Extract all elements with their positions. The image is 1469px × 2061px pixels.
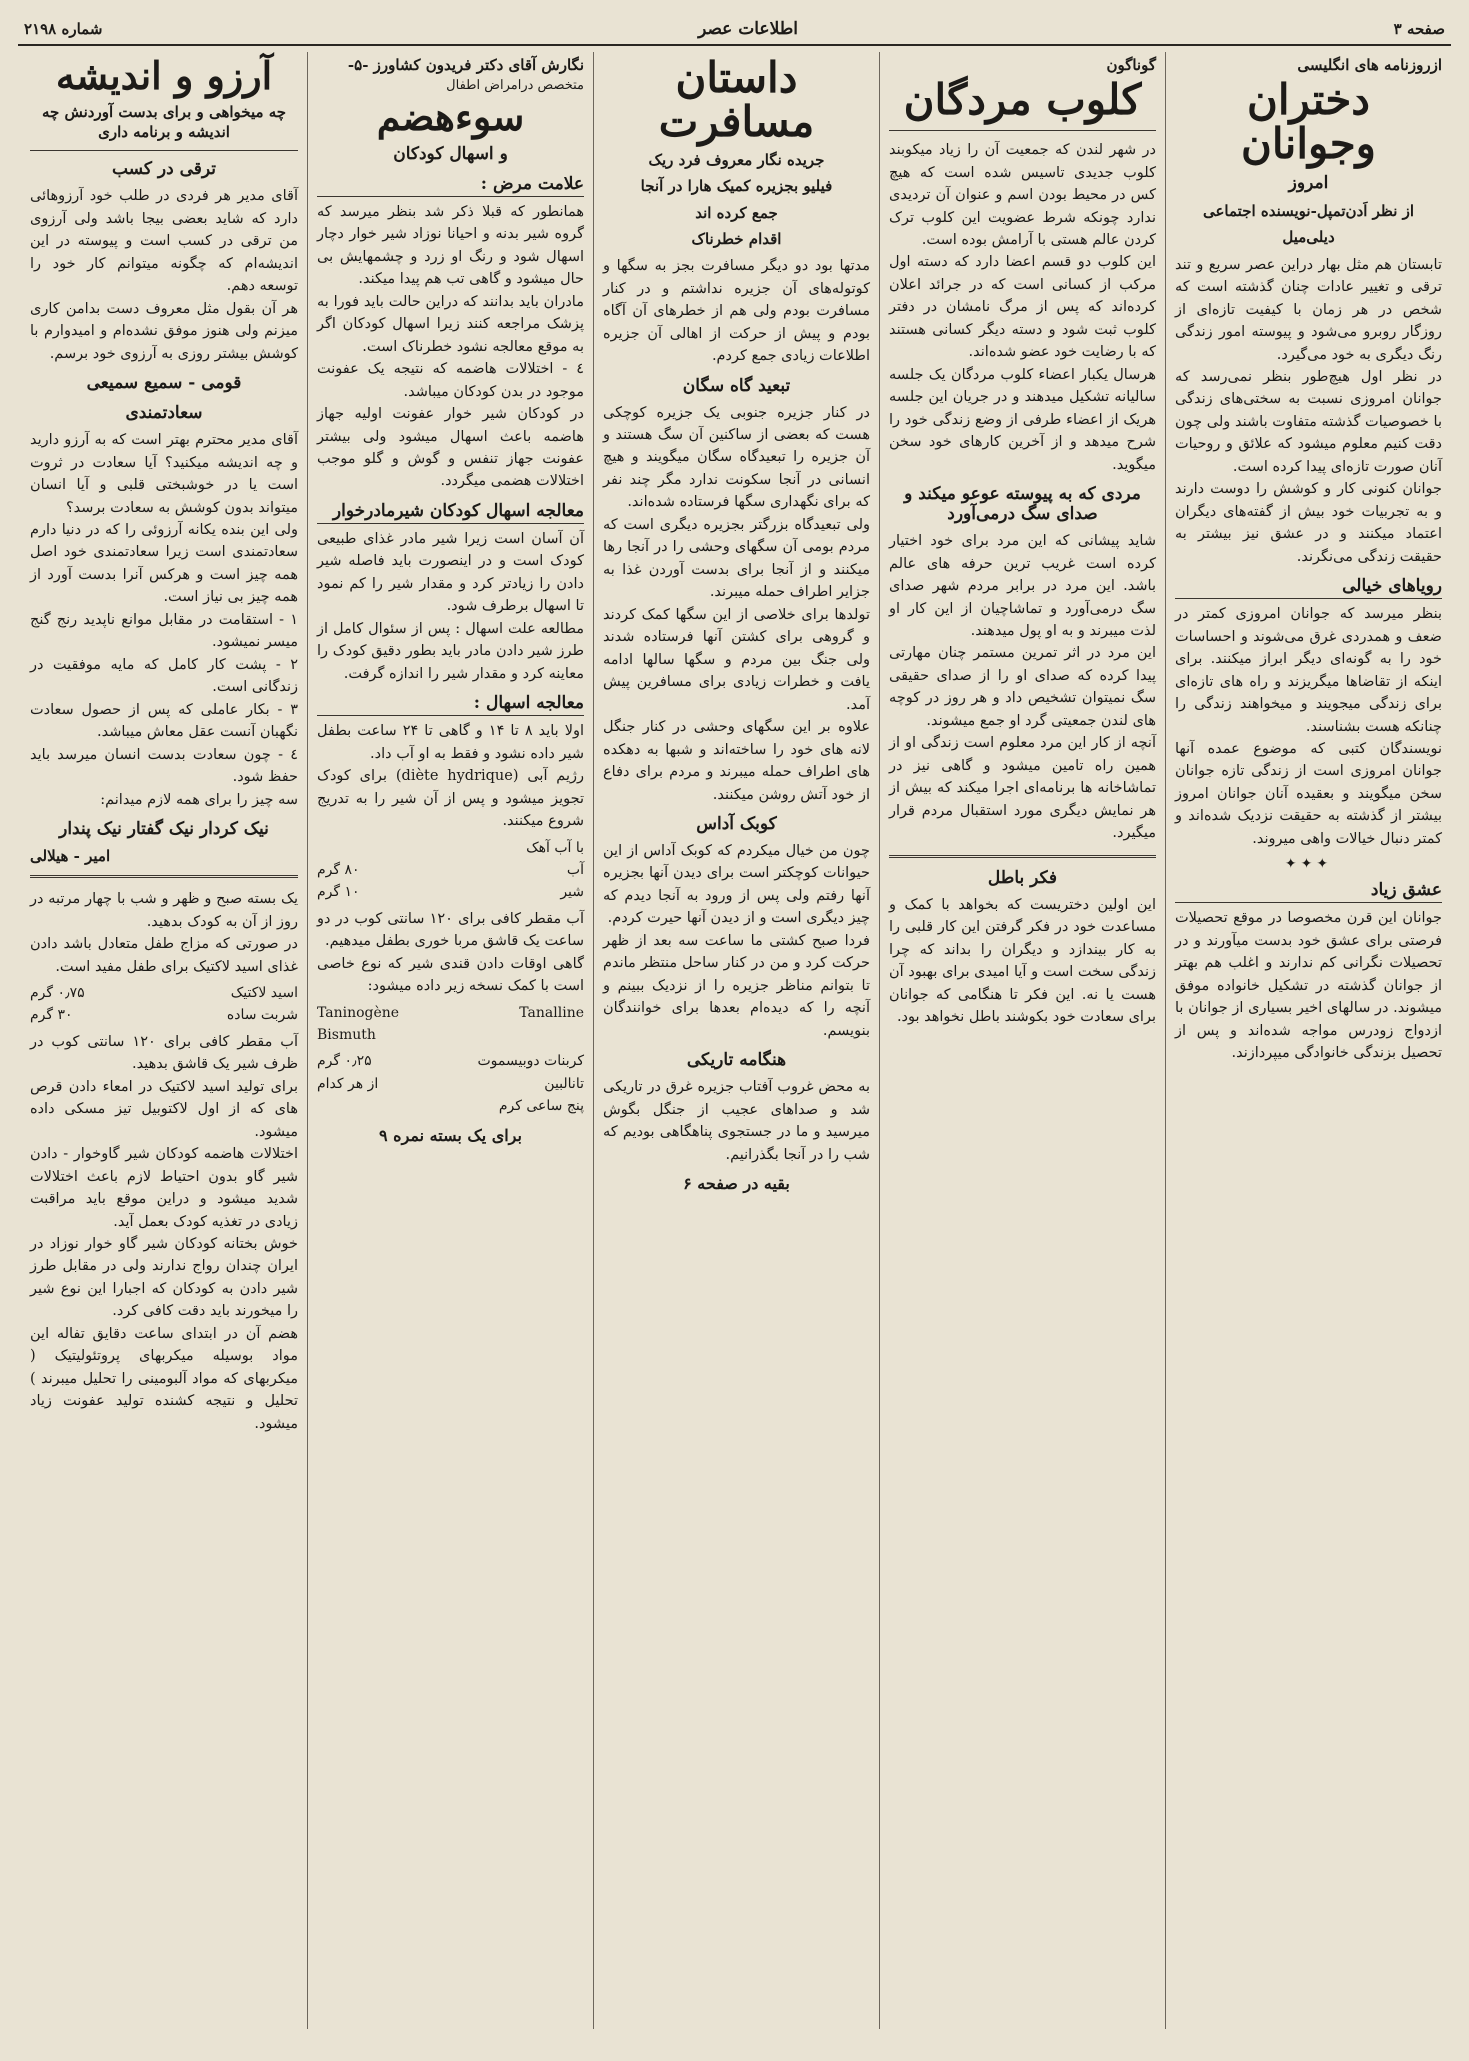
ingredient-qty: ۳۰ گرم (30, 1007, 73, 1024)
columns (18, 52, 1451, 2029)
article-headline: داستان مسافرت (658, 53, 815, 147)
ingredient-qty: ۰٫۲۵ گرم (317, 1053, 372, 1070)
paragraph: علاوه بر این سگهای وحشی در کنار جنگل لانه های خود را ساخته‌اند و شبها به دهکده های اطراف حمله میبرند و مردم برای دفاع از خود آتش روشن میکنند. (603, 719, 870, 803)
article-headline: آرزو و اندیشه (55, 53, 273, 98)
drug-name: Taninogène (317, 1004, 400, 1021)
article-deck: دیلی‌میل (1282, 228, 1335, 247)
page-number: صفحه ۳ (1393, 20, 1445, 38)
prescription-row (317, 881, 584, 903)
divider (889, 130, 1156, 131)
subheading: فکر باطل (987, 867, 1058, 888)
paragraph: جوانان این قرن مخصوصا در موقع تحصیلات فرصتی برای عشق خود بدست میآورند و در تحصیلات نگرانی کم ندارند و اغلب هم بهتر از جوانان گذشته در تشکیل خانواده موفق میشوند. در سالهای اخیر بسیاری از جوانان با ازدواج زودرس مواجه شده‌اند و پس از تحصیل بزندگی خانوادگی میپردازند. (1175, 910, 1442, 1062)
paragraph: در صورتی که مزاج طفل متعادل باشد دادن غذای اسید لاکتیک برای طفل مفید است. (30, 936, 298, 975)
prescription-title: با آب آهک (526, 839, 584, 856)
masthead (18, 14, 1451, 46)
article-headline: سوءهضم (376, 94, 525, 139)
ingredient-name: تانالبین (544, 1075, 584, 1092)
subheading: رویاهای خیالی (1175, 576, 1442, 599)
paragraph: شاید پیشانی که این مرد برای خود اختیار کرده است غریب ترین حرفه های عالم باشد. این مرد در برابر مردم شهر صدای سگ درمی‌آورد و تماشاچیان از این کار او لذت میبرند و به او پول میدهند. (889, 533, 1156, 639)
subheading: تبعید گاه سگان (682, 375, 791, 396)
newspaper-page (18, 14, 1451, 2029)
paragraph: در کنار جزیره جنوبی یک جزیره کوچکی هست که بعضی از ساکنین آن سگ هستند و آن جزیره را تبعیدگاه سگان میگویند و هیچ انسانی در آنجا سکونت ندارد مگر چند نفر که برای نگهداری سگها فرستاده شده‌اند. (603, 404, 870, 511)
paragraph: جوانان کنونی کار و کوشش را دوست دارند و به تجربیات خود بیش از گفته‌های دیگران اعتماد میکنند و در عشق نیز بیشتر به حقیقت زندگی می‌نگرند. (1175, 481, 1442, 565)
prescription-row (30, 1004, 298, 1026)
ingredient-name: شیر (560, 884, 584, 901)
ingredient-name: آب (566, 861, 584, 878)
drug-row (317, 1002, 584, 1024)
paragraph: آقای مدیر هر فردی در طلب خود آرزوهائی دارد که شاید بعضی بیجا باشد ولی آرزوی من ترقی در کسب است و پیوسته در این اندیشه‌ام که چگونه میتوانم کار خود را توسعه دهم. (30, 188, 298, 295)
paragraph: هرسال یکبار اعضاء کلوب مردگان یک جلسه سالیانه تشکیل میدهند و در جریان این جلسه هریک از اعضاء طرفی از وضع زندگی خود را شرح میدهد و از آخرین کارهای خود سخن میگوید. (889, 366, 1156, 473)
paragraph: برای تولید اسید لاکتیک در امعاء دادن قرص های که از اول لاکتوبیل تیز مسکی داده میشود. (30, 1078, 298, 1140)
paragraph: آن آسان است زیرا شیر مادر غذای طبیعی کودک است و در اینصورت باید فاصله شیر دادن را زیادتر کرد و مقدار شیر را کم نمود تا اسهال برطرف شود. (317, 530, 584, 615)
paragraph: فردا صبح کشتی ما ساعت سه بعد از ظهر حرکت کرد و من در کنار ساحل منتظر ماندم تا بتوانم مناظر جزیره را از نزدیک ببینم و آنچه را که دیده‌ام بعدها برای خوانندگان بنویسم. (603, 932, 870, 1039)
issue-number: شماره ۲۱۹۸ (24, 20, 103, 38)
article-deck: و اسهال کودکان (393, 143, 508, 164)
list-item: ۳ - بکار عاملی که پس از حصول سعادت نگهبان آنست عقل معاش میباشد. (30, 701, 298, 741)
column-kicker: نگارش آقای دکتر فریدون کشاورز -۵- (347, 56, 584, 74)
column-travel-story (593, 52, 879, 2029)
paragraph: چون من خیال میکردم که کوبک آداس از این حیوانات کوچکتر است برای دیدن آنها بجزیره آنها رفتم ولی پس از ورود به آنجا دیدم که چیز دیگری است و از دیدن آنها حیرت کردم. (603, 842, 870, 927)
paragraph: مدتها بود دو دیگر مسافرت بجز به سگها و کوتوله‌های آن جزیره نداشتم و در کنار مسافرت بودم ولی هم از خطرهای آن آگاه بودم و پیش از حرکت از اهالی آن جزیره اطلاعات زیادی جمع کردم. (603, 258, 870, 365)
paragraph: این کلوب دو قسم اعضا دارد که دسته اول مرکب از کسانی است که در جرائد اعلان کرده‌اند که پس از مرگ نامشان در دفتر کلوب ثبت شود و دسته دیگر کسانی هستند که با رضایت خود عضو شده‌اند. (889, 254, 1156, 361)
subheading: مردی که به پیوسته عوعو میکند و صدای سگ درمی‌آورد (904, 484, 1141, 525)
ingredient-qty: ۰٫۷۵ گرم (30, 984, 85, 1001)
article-deck: جمع کرده اند (695, 203, 778, 222)
paragraph: رژیم آبی (diète hydrique) برای کودک تجویز میشود و پس از آن شیر را به تدریج شروع میکنند. (317, 768, 584, 830)
ingredient-qty: ۸۰ گرم (317, 861, 360, 878)
signature: امیر - هیلالی (30, 847, 111, 866)
article-deck: از نظر اَدن‌تمپل-نویسنده اجتماعی (1202, 202, 1415, 221)
column-indigestion (307, 52, 593, 2029)
subheading: هنگامه تاریکی (686, 1050, 787, 1071)
paragraph: به محض غروب آفتاب جزیره غرق در تاریکی شد و صداهای عجیب از جنگل بگوش میرسید و ما در جستجوی پناهگاهی بودیم که شب را در آنجا بگذرانیم. (603, 1079, 870, 1163)
prescription-row (317, 1073, 584, 1095)
article-headline: کلوب مردگان (903, 75, 1142, 124)
continued-note: برای یک بسته نمره ۹ (379, 1125, 522, 1145)
prescription (317, 1050, 584, 1117)
paragraph: در شهر لندن که جمعیت آن را زیاد میکوبند کلوب جدیدی تاسیس شده است که هیچ کس در محیط بودن اسم و عنوان آن تردیدی ندارد چونکه شرط عضویت این کلوب ترک کردن عالم هستی با آرامش بوده است. (889, 142, 1156, 248)
paragraph: هضم آن در ابتدای ساعت دقایق تفاله این مواد بوسیله میکربهای پروتئولیتیک ( میکربهای که مواد آلبومینی را تحلیل میبرند ) تحلیل و نتیجه کشنده تولید عفونت زیاد میشود. (30, 1325, 298, 1432)
motto: نیک کردار نیک گفتار نیک پندار (59, 819, 269, 840)
ingredient-qty: از هر کدام (317, 1075, 379, 1092)
drug-name: Tanalline (519, 1004, 584, 1021)
paragraph: در کودکان شیر خوار عفونت اولیه جهاز هاضمه باعث اسهال میشود ولی بیشتر عفونت جهاز تنفس و گوش و گلو موجب اختلالات هضمی میگردد. (317, 406, 584, 490)
paragraph: اختلالات هاضمه کودکان شیر گاوخوار - دادن شیر گاو بدون احتیاط لازم باعث اختلالات شدید میشود و دراین موقع باید مراقبت زیادی در تغذیه کودک بعمل آید. (30, 1146, 298, 1230)
subheading: عشق زیاد (1175, 880, 1442, 903)
prescription-row (317, 859, 584, 881)
prescription (317, 837, 584, 904)
column-girls-and-youth (1165, 52, 1451, 2029)
drug-name: Bismuth (317, 1026, 376, 1043)
author-credential: متخصص درامراض اطفال (446, 78, 584, 93)
article-deck: جریده نگار معروف فرد ریک (648, 151, 825, 170)
paragraph: در نظر اول هیچ‌طور بنظر نمی‌رسد که جوانان امروزی نسبت به سختی‌های زندگی با خصوصیات گذشته متفاوت باشند ولی چون دقت کنیم معلوم میشود که علائق و روحیات آنان صورت تازه‌ای پیدا کرده است. (1175, 368, 1442, 475)
paragraph: مطالعه علت اسهال : پس از سئوال کامل از طرز شیر دادن مادر باید بطور دقیق کودک را معاینه کرد و مقدار شیر را اندازه گرفت. (317, 620, 584, 682)
drug-list (317, 1002, 584, 1047)
column-club-of-the-dead (879, 52, 1165, 2029)
paragraph: این مرد در اثر تمرین مستمر چنان مهارتی پیدا کرده که صدای او را از صدای حقیقی سگ نمیتوان تشخیص داد و هر روز در کوچه های لندن جمعیتی گرد او جمع میشوند. (889, 645, 1156, 729)
list-item: ٤ - چون سعادت بدست انسان میرسد باید حفظ شود. (30, 746, 298, 786)
continued-note: بقیه در صفحه ۶ (683, 1174, 790, 1194)
paragraph: همانطور که قبلا ذکر شد بنظر میرسد که گروه شیر بدنه و احیانا نوزاد شیر خوار دچار اسهال شود و رنگ او زرد و چشمهایش بی حال میشود و گاهی تب هم پیدا میکند. (317, 203, 584, 288)
paragraph: ٤ - اختلالات هاضمه که نتیجه یک عفونت موجود در بدن کودکان میباشد. (317, 361, 584, 400)
prescription (30, 982, 298, 1027)
subheading: علامت مرض : (317, 174, 584, 197)
divider (30, 150, 298, 151)
article-deck: فیلیو بجزیره کمیک هارا در آنجا (640, 177, 833, 196)
paper-name: اطلاعات عصر (698, 19, 798, 39)
ingredient-name: شربت ساده (226, 1007, 298, 1024)
ingredient-name: اسید لاکتیک (230, 984, 298, 1001)
divider (30, 875, 298, 878)
ingredient-name: پنج ساعی کرم (498, 1098, 584, 1115)
paragraph: اولا باید ۸ تا ۱۴ و گاهی تا ۲۴ ساعت بطفل شیر داده نشود و فقط به او آب داد. (317, 723, 585, 762)
subheading: ترقی در کسب (112, 159, 216, 180)
subheading: کوبک آداس (696, 813, 777, 834)
subheading: معالجه اسهال : (317, 693, 584, 716)
article-deck: امروز (1288, 173, 1329, 194)
ornament-stars: ✦✦✦ (1284, 856, 1333, 873)
paragraph: آنچه از کار این مرد معلوم است زندگی او از همین راه تامین میشود و گاهی نیز در تماشاخانه ها برنامه‌ای اجرا میکند که بیش از هر نمایش دیگری مورد استقبال مردم قرار میگیرد. (889, 735, 1156, 842)
article-headline: دختران وجوانان (1241, 75, 1376, 169)
ingredient-name: کربنات دوبیسموت (477, 1053, 584, 1070)
column-wish-and-thought (21, 52, 307, 2029)
paragraph: آقای مدیر محترم بهتر است که به آرزو دارید و چه اندیشه میکنید؟ آیا سعادت در ثروت است یا در خوشبختی قلبی و آیا انسان میتواند بدون کوشش به سعادت برسد؟ (30, 432, 298, 516)
paragraph: مادران باید بدانند که دراین حالت باید فورا به پزشک مراجعه کنند زیرا اسهال کودکان اگر به موقع معالجه نشود خطرناک است. (317, 293, 584, 355)
paragraph: یک بسته صبح و ظهر و شب با چهار مرتبه در روز از آن به کودک بدهید. (30, 891, 298, 930)
paragraph: تابستان هم مثل بهار دراین عصر سریع و تند ترقی و تغییر عادات چنان گذشته است که شخص در هر زمان با کیفیت تازه‌ای از روزگار روبرو می‌شود و پیوسته امور زندگی رنگ دیگری به خود می‌گیرد. (1175, 256, 1442, 363)
paragraph: این اولین دختریست که بخواهد با کمک و مساعدت خود در فکر گرفتن این کار قلبی را به کار بیندازد و دیگران را بداند که چرا زندگی سخت است و آیا امیدی برای بهبود آن هست یا نه. این فکر تا هنگامی که جوانان برای سعادت خود بکوشند باطل نخواهد بود. (889, 896, 1156, 1026)
subheading: سعادتمندی (125, 403, 203, 424)
paragraph: بنظر میرسد که جوانان امروزی کمتر در ضعف و همدردی غرق می‌شوند و احساسات خود را به گونه‌ای دیگر ابراز میکنند. برای اینکه از تقاضاها میگریزند و راه های تازه‌ای برای زندگی میجویند و میخواهند زندگی را چنانکه هست بشناسند. (1175, 606, 1442, 735)
article-deck: اقدام خطرناک (691, 229, 782, 248)
subheading: معالجه اسهال کودکان شیرمادرخوار (317, 501, 584, 524)
prescription-row (30, 982, 298, 1004)
ingredient-qty: ۱۰ گرم (317, 884, 360, 901)
paragraph: تولدها برای خلاصی از این سگها کمک کردند و گروهی برای کشتن آنها فرستاده شدند ولی جنگ بین مردم و سگها سالها ادامه یافت و خطرات زیادی برای مسافرین پیش آمد. (603, 606, 870, 713)
paragraph: آب مقطر کافی برای ۱۲۰ سانتی کوب در ظرف شیر یک قاشق بدهید. (30, 1033, 298, 1073)
paragraph: خوش بختانه کودکان شیر گاو خوار نوزاد در ایران چندان رواج ندارند ولی در مقابل طرز شیر دادن به کودکان که اجبارا این نوع شیر را میخورند باید دقت کافی کرد. (30, 1235, 298, 1320)
article-deck: چه میخواهی و برای بدست آوردنش چه اندیشه و برنامه داری (41, 102, 287, 142)
subheading: قومی - سمیع سمیعی (86, 373, 242, 394)
paragraph: گاهی اوقات دادن قندی شیر که نوع خاصی است با کمک نسخه زیر داده میشود: (317, 955, 584, 995)
paragraph: آب مقطر کافی برای ۱۲۰ سانتی کوب در دو ساعت یک قاشق مربا خوری بطفل میدهیم. (317, 910, 584, 950)
prescription-row (317, 1050, 584, 1072)
list-item: ۲ - پشت کار کامل که مایه موفقیت در زندگانی است. (30, 656, 298, 696)
column-kicker: ازروزنامه های انگلیسی (1297, 56, 1442, 74)
paragraph: ولی این بنده یکانه آرزوئی را که در دنیا دارم سعادتمندی است زیرا سعادتمندی خود اصل همه چیز است و هرکس آنرا بدست آورد از همه چیز بی نیاز است. (30, 522, 298, 606)
paragraph: نویسندگان کتبی که موضوع عمده آنها جوانان امروزی است از زندگی تازه جوانان سخن میگویند و بعقیده آنان جوانان امروز بیشتر از گذشته به حقیقت نزدیک شده‌اند و کمتر دنبال خیالات واهی میروند. (1175, 741, 1442, 847)
paragraph: ولی تبعیدگاه بزرگتر بجزیره دیگری است که مردم بومی آن سگهای وحشی را در آنجا رها میکنند و از آنجا برای بدست آوردن غذا به جزایر اطراف حمله میبرند. (603, 516, 870, 601)
column-kicker: گوناگون (1106, 56, 1156, 74)
paragraph: سه چیز را برای همه لازم میدانم: (100, 791, 298, 808)
divider (889, 855, 1156, 858)
paragraph: هر آن بقول مثل معروف دست بدامن کاری میزنم ولی هنوز موفق نشده‌ام و امیدوارم با کوشش بیشتر روزی به آرزوی خود برسم. (30, 300, 298, 362)
list-item: ۱ - استقامت در مقابل موانع ناپدید رنج گنج میسر نمیشود. (30, 611, 298, 651)
